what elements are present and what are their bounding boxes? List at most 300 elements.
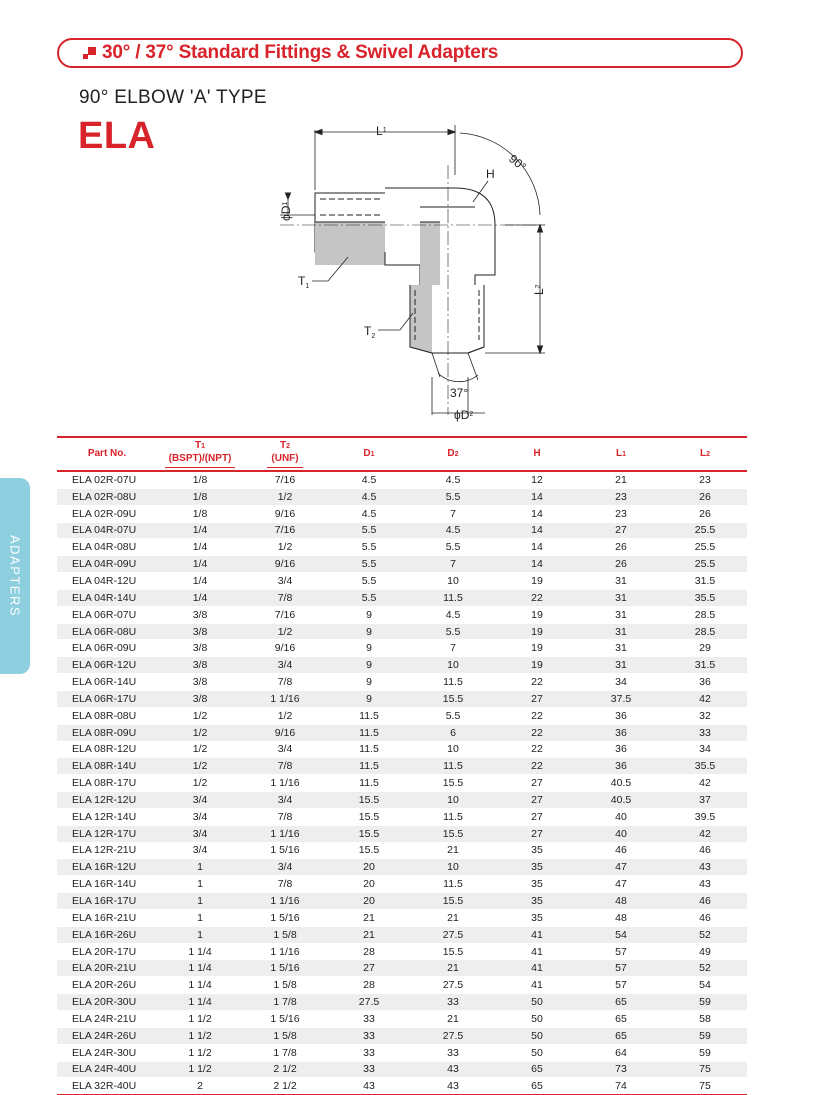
cell-h: 22 [495, 758, 579, 775]
cell-t1: 3/4 [157, 808, 243, 825]
cell-part-no: ELA 08R-17U [57, 775, 157, 792]
cell-l2: 35.5 [663, 758, 747, 775]
cell-h: 14 [495, 522, 579, 539]
cell-d2: 27.5 [411, 977, 495, 994]
cell-l2: 29 [663, 640, 747, 657]
cell-h: 14 [495, 556, 579, 573]
cell-l1: 40.5 [579, 792, 663, 809]
cell-part-no: ELA 16R-21U [57, 909, 157, 926]
cell-l1: 57 [579, 960, 663, 977]
cell-part-no: ELA 20R-17U [57, 943, 157, 960]
cell-part-no: ELA 12R-12U [57, 792, 157, 809]
cell-part-no: ELA 02R-09U [57, 505, 157, 522]
col-header-part-no: Part No. [57, 437, 157, 471]
cell-l2: 26 [663, 505, 747, 522]
cell-d1: 11.5 [327, 775, 411, 792]
table-row [57, 859, 747, 876]
table-row [57, 505, 747, 522]
cell-t1: 1/2 [157, 741, 243, 758]
cell-l1: 26 [579, 556, 663, 573]
cell-t1: 1 [157, 876, 243, 893]
cell-t2: 1 5/16 [243, 960, 327, 977]
cell-d2: 4.5 [411, 522, 495, 539]
hex-h-label: H [486, 167, 495, 181]
table-row [57, 960, 747, 977]
cell-h: 50 [495, 994, 579, 1011]
cell-l1: 36 [579, 758, 663, 775]
cell-h: 27 [495, 825, 579, 842]
cell-d1: 20 [327, 859, 411, 876]
table-row [57, 909, 747, 926]
table-row [57, 724, 747, 741]
cell-d2: 11.5 [411, 876, 495, 893]
cell-d1: 9 [327, 674, 411, 691]
cell-h: 19 [495, 573, 579, 590]
cell-l2: 39.5 [663, 808, 747, 825]
cell-h: 14 [495, 539, 579, 556]
dim-d1-label: $\phi D^1$ [279, 201, 293, 221]
cell-l1: 26 [579, 539, 663, 556]
cell-d1: 11.5 [327, 741, 411, 758]
cell-t2: 1 5/8 [243, 977, 327, 994]
cell-h: 41 [495, 926, 579, 943]
cell-t2: 1 7/8 [243, 994, 327, 1011]
table-row [57, 657, 747, 674]
cell-l1: 31 [579, 623, 663, 640]
dim-l2-label: $L^2$ [532, 284, 546, 295]
cell-l2: 28.5 [663, 606, 747, 623]
cell-d1: 11.5 [327, 707, 411, 724]
table-row [57, 1011, 747, 1028]
cell-t1: 1/2 [157, 758, 243, 775]
cell-part-no: ELA 08R-09U [57, 724, 157, 741]
cell-t1: 1/2 [157, 775, 243, 792]
cell-part-no: ELA 06R-14U [57, 674, 157, 691]
cell-t2: 1 5/8 [243, 1027, 327, 1044]
dim-angle-37-label: 37° [450, 386, 469, 400]
cell-d2: 5.5 [411, 707, 495, 724]
table-row [57, 1027, 747, 1044]
cell-t2: 1/2 [243, 488, 327, 505]
table-row [57, 623, 747, 640]
cell-d2: 15.5 [411, 943, 495, 960]
cell-d2: 5.5 [411, 539, 495, 556]
cell-l1: 47 [579, 859, 663, 876]
cell-l2: 42 [663, 775, 747, 792]
cell-l2: 43 [663, 859, 747, 876]
cell-h: 41 [495, 977, 579, 994]
cell-t2: 7/8 [243, 808, 327, 825]
cell-l1: 31 [579, 640, 663, 657]
cell-l2: 37 [663, 792, 747, 809]
cell-t1: 3/4 [157, 792, 243, 809]
cell-d2: 10 [411, 859, 495, 876]
cell-t1: 3/8 [157, 657, 243, 674]
cell-h: 14 [495, 488, 579, 505]
cell-d2: 27.5 [411, 1027, 495, 1044]
cell-d1: 9 [327, 606, 411, 623]
cell-d1: 11.5 [327, 758, 411, 775]
cell-d2: 11.5 [411, 589, 495, 606]
cell-t1: 1/4 [157, 522, 243, 539]
col-header-l1: L1 [579, 437, 663, 471]
cell-h: 22 [495, 674, 579, 691]
cell-d2: 7 [411, 640, 495, 657]
cell-h: 35 [495, 893, 579, 910]
cell-l1: 65 [579, 1027, 663, 1044]
cell-t2: 2 1/2 [243, 1078, 327, 1095]
cell-l2: 46 [663, 842, 747, 859]
cell-d1: 33 [327, 1061, 411, 1078]
cell-l1: 31 [579, 573, 663, 590]
cell-d2: 33 [411, 994, 495, 1011]
cell-t1: 3/8 [157, 674, 243, 691]
cell-t1: 1 1/4 [157, 977, 243, 994]
cell-t2: 1 1/16 [243, 775, 327, 792]
cell-d1: 5.5 [327, 556, 411, 573]
cell-t2: 1 5/16 [243, 842, 327, 859]
cell-part-no: ELA 06R-17U [57, 690, 157, 707]
cell-t2: 1 5/8 [243, 926, 327, 943]
cell-d2: 7 [411, 505, 495, 522]
cell-part-no: ELA 12R-14U [57, 808, 157, 825]
cell-h: 50 [495, 1011, 579, 1028]
cell-l1: 40 [579, 825, 663, 842]
cell-d1: 21 [327, 926, 411, 943]
cell-l2: 34 [663, 741, 747, 758]
cell-l1: 23 [579, 505, 663, 522]
cell-d1: 9 [327, 657, 411, 674]
cell-l2: 54 [663, 977, 747, 994]
col-header-d1: D1 [327, 437, 411, 471]
cell-t1: 1 1/2 [157, 1011, 243, 1028]
cell-l2: 43 [663, 876, 747, 893]
cell-l1: 21 [579, 471, 663, 488]
cell-l2: 59 [663, 1027, 747, 1044]
cell-t1: 1 1/4 [157, 960, 243, 977]
cell-t1: 3/4 [157, 825, 243, 842]
cell-t1: 1 [157, 859, 243, 876]
dim-d2-label: $\phi D^2$ [454, 408, 474, 422]
cell-l1: 36 [579, 724, 663, 741]
cell-part-no: ELA 24R-30U [57, 1044, 157, 1061]
cell-l2: 52 [663, 926, 747, 943]
cell-h: 27 [495, 775, 579, 792]
table-row [57, 943, 747, 960]
cell-d1: 20 [327, 876, 411, 893]
cell-t1: 1 1/2 [157, 1044, 243, 1061]
cell-part-no: ELA 32R-40U [57, 1078, 157, 1095]
cell-l2: 25.5 [663, 556, 747, 573]
product-code: ELA [78, 115, 156, 157]
cell-t2: 7/16 [243, 471, 327, 488]
table-row [57, 539, 747, 556]
cell-d1: 21 [327, 909, 411, 926]
cell-d2: 4.5 [411, 471, 495, 488]
cell-d2: 15.5 [411, 690, 495, 707]
col-header-l2: L2 [663, 437, 747, 471]
table-row [57, 1078, 747, 1095]
cell-l2: 28.5 [663, 623, 747, 640]
cell-l2: 75 [663, 1061, 747, 1078]
cell-d1: 9 [327, 623, 411, 640]
table-row [57, 994, 747, 1011]
cell-t2: 2 1/2 [243, 1061, 327, 1078]
cell-l2: 31.5 [663, 657, 747, 674]
cell-part-no: ELA 20R-30U [57, 994, 157, 1011]
cell-part-no: ELA 16R-17U [57, 893, 157, 910]
cell-d1: 4.5 [327, 505, 411, 522]
col-header-h: H [495, 437, 579, 471]
cell-h: 22 [495, 724, 579, 741]
cell-part-no: ELA 08R-12U [57, 741, 157, 758]
table-row [57, 690, 747, 707]
cell-h: 65 [495, 1078, 579, 1095]
cell-d1: 33 [327, 1044, 411, 1061]
table-row [57, 707, 747, 724]
table-row [57, 606, 747, 623]
table-header-row [57, 437, 747, 471]
cell-l1: 57 [579, 977, 663, 994]
cell-l1: 36 [579, 741, 663, 758]
thread-t1-label: $T_1$ [298, 274, 310, 290]
cell-part-no: ELA 12R-17U [57, 825, 157, 842]
cell-l1: 54 [579, 926, 663, 943]
cell-t2: 1 1/16 [243, 893, 327, 910]
cell-d2: 43 [411, 1078, 495, 1095]
cell-h: 19 [495, 657, 579, 674]
cell-part-no: ELA 20R-26U [57, 977, 157, 994]
table-row [57, 792, 747, 809]
cell-t1: 3/8 [157, 640, 243, 657]
table-row [57, 471, 747, 488]
cell-t2: 3/4 [243, 657, 327, 674]
table-row [57, 556, 747, 573]
cell-t2: 9/16 [243, 640, 327, 657]
cell-t2: 7/8 [243, 589, 327, 606]
cell-l2: 42 [663, 690, 747, 707]
cell-d2: 6 [411, 724, 495, 741]
table-row [57, 741, 747, 758]
cell-t2: 3/4 [243, 573, 327, 590]
cell-d1: 15.5 [327, 842, 411, 859]
table-row [57, 589, 747, 606]
table-row [57, 522, 747, 539]
cell-part-no: ELA 20R-21U [57, 960, 157, 977]
cell-d1: 15.5 [327, 792, 411, 809]
dimensions-table-container [57, 436, 747, 1095]
col-header-d2: D2 [411, 437, 495, 471]
cell-t1: 3/8 [157, 606, 243, 623]
cell-t2: 3/4 [243, 859, 327, 876]
cell-t2: 1 7/8 [243, 1044, 327, 1061]
cell-l1: 37.5 [579, 690, 663, 707]
cell-l2: 33 [663, 724, 747, 741]
cell-h: 65 [495, 1061, 579, 1078]
cell-d1: 33 [327, 1027, 411, 1044]
cell-t1: 2 [157, 1078, 243, 1095]
cell-t1: 1 [157, 893, 243, 910]
cell-l2: 36 [663, 674, 747, 691]
cell-t2: 1/2 [243, 623, 327, 640]
cell-part-no: ELA 16R-12U [57, 859, 157, 876]
table-row [57, 640, 747, 657]
cell-d1: 9 [327, 640, 411, 657]
dim-angle-90-label: 90° [506, 151, 529, 174]
cell-h: 35 [495, 859, 579, 876]
cell-part-no: ELA 04R-07U [57, 522, 157, 539]
table-row [57, 674, 747, 691]
cell-d2: 5.5 [411, 488, 495, 505]
cell-part-no: ELA 04R-09U [57, 556, 157, 573]
cell-d1: 15.5 [327, 825, 411, 842]
cell-part-no: ELA 24R-40U [57, 1061, 157, 1078]
cell-t1: 3/8 [157, 623, 243, 640]
cell-l1: 47 [579, 876, 663, 893]
cell-d1: 5.5 [327, 522, 411, 539]
cell-d2: 15.5 [411, 893, 495, 910]
cell-l2: 42 [663, 825, 747, 842]
cell-h: 50 [495, 1027, 579, 1044]
cell-d1: 43 [327, 1078, 411, 1095]
cell-h: 22 [495, 707, 579, 724]
cell-h: 19 [495, 623, 579, 640]
cell-h: 41 [495, 960, 579, 977]
cell-t1: 1/4 [157, 573, 243, 590]
cell-part-no: ELA 02R-07U [57, 471, 157, 488]
cell-part-no: ELA 06R-12U [57, 657, 157, 674]
cell-t1: 1 1/2 [157, 1061, 243, 1078]
cell-part-no: ELA 04R-14U [57, 589, 157, 606]
table-row [57, 775, 747, 792]
cell-d2: 21 [411, 909, 495, 926]
cell-d1: 4.5 [327, 471, 411, 488]
table-row [57, 1044, 747, 1061]
cell-d2: 15.5 [411, 825, 495, 842]
cell-d2: 21 [411, 1011, 495, 1028]
cell-t2: 7/8 [243, 876, 327, 893]
table-row [57, 758, 747, 775]
table-row [57, 825, 747, 842]
col-header-t2: T2 (UNF) [243, 437, 327, 471]
cell-h: 41 [495, 943, 579, 960]
cell-d1: 5.5 [327, 573, 411, 590]
cell-l2: 26 [663, 488, 747, 505]
cell-l2: 46 [663, 893, 747, 910]
cell-l2: 25.5 [663, 522, 747, 539]
cell-h: 27 [495, 792, 579, 809]
cell-part-no: ELA 24R-26U [57, 1027, 157, 1044]
side-category-tab[interactable] [0, 478, 30, 674]
cell-h: 19 [495, 606, 579, 623]
cell-l2: 52 [663, 960, 747, 977]
cell-l1: 65 [579, 1011, 663, 1028]
cell-l1: 46 [579, 842, 663, 859]
table-row [57, 808, 747, 825]
cell-l1: 48 [579, 893, 663, 910]
cell-h: 35 [495, 909, 579, 926]
cell-l2: 59 [663, 1044, 747, 1061]
cell-d1: 20 [327, 893, 411, 910]
cell-l1: 34 [579, 674, 663, 691]
cell-l2: 32 [663, 707, 747, 724]
cell-l1: 23 [579, 488, 663, 505]
cell-t1: 1/2 [157, 724, 243, 741]
cell-l1: 48 [579, 909, 663, 926]
cell-l2: 58 [663, 1011, 747, 1028]
cell-t2: 7/8 [243, 674, 327, 691]
cell-t1: 1/4 [157, 539, 243, 556]
cell-l1: 40 [579, 808, 663, 825]
cell-d2: 33 [411, 1044, 495, 1061]
table-row [57, 926, 747, 943]
table-body [57, 471, 747, 1095]
cell-h: 27 [495, 808, 579, 825]
cell-t2: 1 5/16 [243, 1011, 327, 1028]
cell-h: 14 [495, 505, 579, 522]
cell-t2: 9/16 [243, 505, 327, 522]
cell-l1: 74 [579, 1078, 663, 1095]
cell-d2: 11.5 [411, 758, 495, 775]
cell-part-no: ELA 12R-21U [57, 842, 157, 859]
cell-d1: 33 [327, 1011, 411, 1028]
section-header [57, 38, 743, 68]
cell-t1: 1/4 [157, 556, 243, 573]
cell-l2: 23 [663, 471, 747, 488]
cell-h: 22 [495, 589, 579, 606]
cell-l2: 31.5 [663, 573, 747, 590]
cell-d1: 5.5 [327, 539, 411, 556]
cell-t1: 1 1/2 [157, 1027, 243, 1044]
cell-t1: 1/2 [157, 707, 243, 724]
cell-l1: 64 [579, 1044, 663, 1061]
cell-l2: 59 [663, 994, 747, 1011]
cell-l1: 65 [579, 994, 663, 1011]
side-tab-label: ADAPTERS [7, 534, 23, 618]
cell-t2: 3/4 [243, 741, 327, 758]
table-row [57, 893, 747, 910]
cell-d2: 7 [411, 556, 495, 573]
cell-d1: 11.5 [327, 724, 411, 741]
cell-t1: 1 [157, 926, 243, 943]
cell-part-no: ELA 08R-08U [57, 707, 157, 724]
cell-l1: 36 [579, 707, 663, 724]
table-row [57, 573, 747, 590]
cell-l2: 25.5 [663, 539, 747, 556]
cell-t2: 9/16 [243, 724, 327, 741]
cell-h: 27 [495, 690, 579, 707]
table-row [57, 488, 747, 505]
cell-d2: 15.5 [411, 775, 495, 792]
cell-t2: 1 5/16 [243, 909, 327, 926]
cell-part-no: ELA 04R-12U [57, 573, 157, 590]
elbow-technical-drawing [260, 115, 560, 425]
cell-l1: 57 [579, 943, 663, 960]
cell-d1: 5.5 [327, 589, 411, 606]
cell-t2: 1 1/16 [243, 690, 327, 707]
cell-d1: 28 [327, 943, 411, 960]
cell-l1: 73 [579, 1061, 663, 1078]
cell-l2: 46 [663, 909, 747, 926]
cell-t2: 7/16 [243, 606, 327, 623]
cell-t2: 7/8 [243, 758, 327, 775]
cell-l1: 31 [579, 589, 663, 606]
cell-t2: 3/4 [243, 792, 327, 809]
cell-h: 22 [495, 741, 579, 758]
cell-d2: 43 [411, 1061, 495, 1078]
cell-d2: 10 [411, 573, 495, 590]
cell-d2: 4.5 [411, 606, 495, 623]
